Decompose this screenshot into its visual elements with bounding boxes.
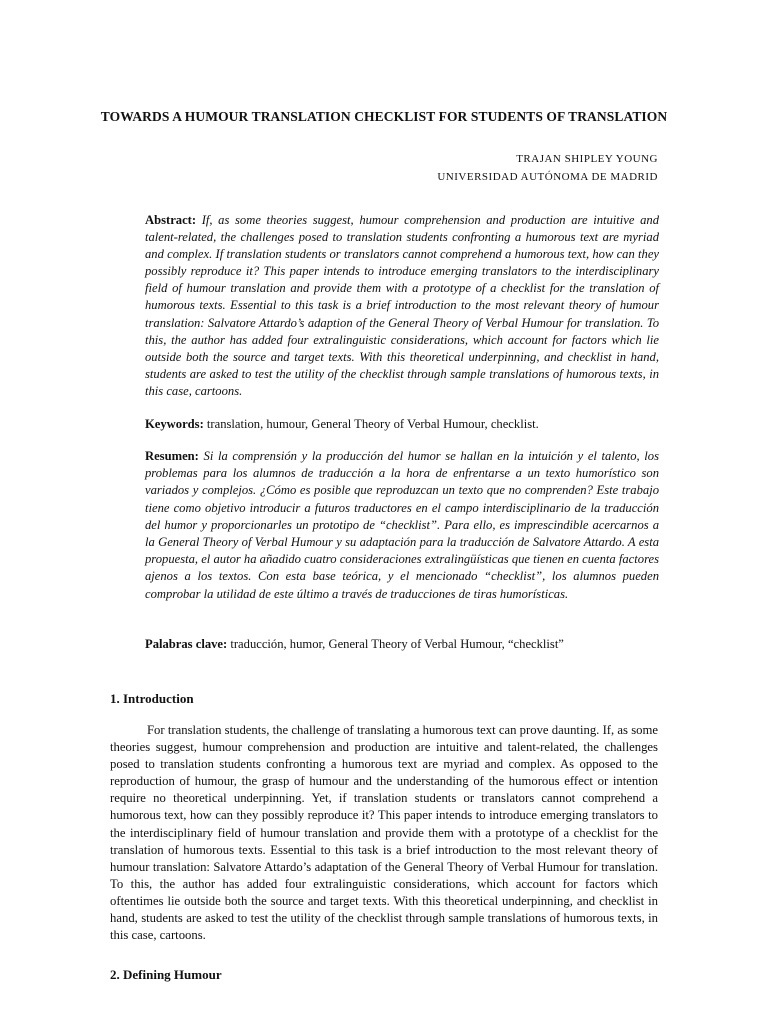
section-heading-introduction: 1. Introduction [110, 691, 194, 706]
paper-title: TOWARDS A HUMOUR TRANSLATION CHECKLIST FOR STUDENTS OF TRANSLATION [100, 109, 668, 124]
palabras-clave-label: Palabras clave: [145, 637, 228, 651]
abstract [145, 212, 659, 400]
abstract-text: If, as some theories suggest, humour comprehension and production are intuitive and talent-related, the challenges posed to translation students confronting a humorous text are myriad and complex. If translation students or translators cannot comprehend a humorous text, how can they possibly reproduce it? This paper intends to introduce emerging translators to the interdisciplinary field of humour translation and provide them with a prototype of a checklist for the translation of humorous texts. Essential to this task is a brief introduction to the most relevant theory of humour translation: Salvatore Attardo’s adaption of the General Theory of Verbal Humour for translation. To this, the author has added four extralinguistic considerations, which account for factors which lie outside both the source and target texts. With this theoretical underpinning, and checklist in hand, students are asked to test the utility of the checklist through sample translations of humorous texts, in this case, cartoons. [145, 213, 659, 398]
abstract-label: Abstract: [145, 213, 197, 227]
palabras-clave [145, 636, 659, 653]
resumen [145, 448, 659, 603]
author-block [437, 150, 658, 186]
resumen-label: Resumen: [145, 449, 199, 463]
keywords-text: translation, humour, General Theory of Verbal Humour, checklist. [206, 417, 539, 431]
author-name: TRAJAN SHIPLEY YOUNG [516, 153, 658, 165]
keywords-label: Keywords: [145, 417, 204, 431]
section-heading-defining-humour: 2. Defining Humour [110, 967, 222, 982]
author-affiliation: UNIVERSIDAD AUTÓNOMA DE MADRID [437, 171, 658, 183]
introduction-paragraph: For translation students, the challenge of translating a humorous text can prove daunting. If, as some theories suggest, humour comprehension and production are intuitive and talent-related, the challenges posed to translation students confronting a humorous text are myriad and complex. As opposed to the reproduction of humour, the grasp of humour and the understanding of the humorous effect or intention require no theoretical underpinning. Yet, if translation students or translators cannot comprehend a humorous text, how can they possibly reproduce it? This paper intends to introduce emerging translators to the interdisciplinary field of humour translation and provide them with a prototype of a checklist for the translation of humorous texts. Essential to this task is a brief introduction to the most relevant theory of humour translation: Salvatore Attardo’s adaptation of the General Theory of Verbal Humour for translation. To this, the author has added four extralinguistic considerations, which account for factors which oftentimes lie outside both the source and target texts. With this theoretical underpinning, and checklist in hand, students are asked to test the utility of the checklist through sample translations of humorous texts, in this case, cartoons. [110, 723, 658, 943]
keywords [145, 416, 659, 433]
palabras-clave-text: traducción, humor, General Theory of Verbal Humour, “checklist” [230, 637, 564, 651]
resumen-text: Si la comprensión y la producción del humor se hallan en la intuición y el talento, los problemas para los alumnos de traducción a la hora de enfrentarse a un texto humorístico son variados y complejos. ¿Cómo es posible que reproduzcan un texto que no comprenden? Este trabajo tiene como objetivo introducir a futuros traductores en el campo interdisciplinario de la traducción del humor y proporcionarles un prototipo de “checklist”. Para ello, es imprescindible acercarnos a la General Theory of Verbal Humour y su adaptación para la traducción de Salvatore Attardo. A esta propuesta, el autor ha añadido cuatro consideraciones extralingüísticas que tienen en cuenta factores ajenos a los textos. Con esta base teórica, y el mencionado “checklist”, los alumnos pueden comprobar la utilidad de este último a través de traducciones de tiras humorísticas. [145, 449, 659, 601]
